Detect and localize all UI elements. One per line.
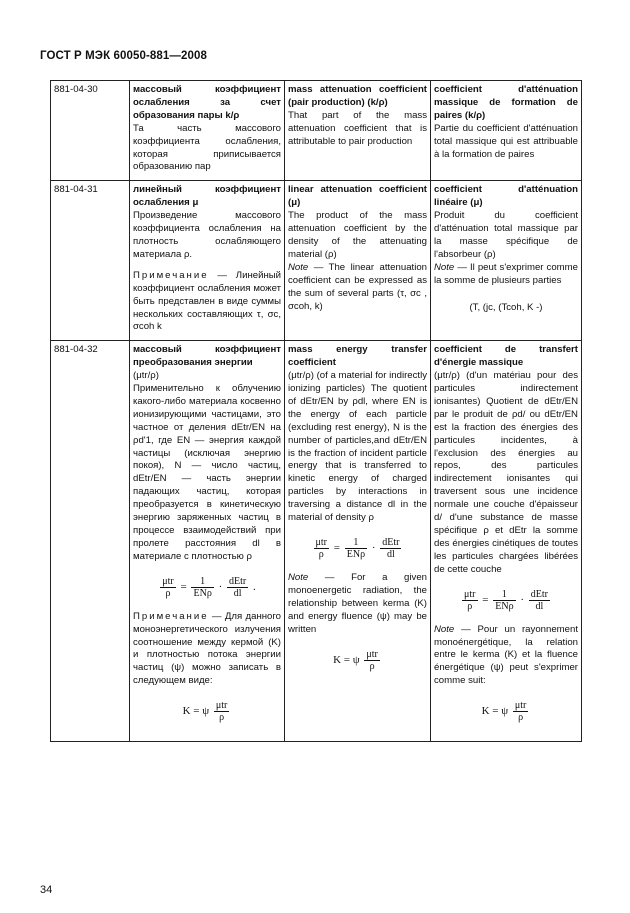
note-label: Note (288, 572, 309, 583)
table-row (51, 81, 582, 181)
english-definition: The product of the mass attenuation coefficient by the density of the attenuating material (ρ) (288, 210, 427, 260)
formula-fraction: $\frac{\text{μtr}}{\rho}$ (215, 700, 228, 724)
french-term: coefficient d'atténuation massique de formation de paires (k/ρ) (434, 84, 578, 121)
term-number: 881-04-32 (54, 344, 98, 356)
kerma-formula: K = ψ $\frac{\text{μtr}}{\rho}$ (333, 648, 378, 672)
russian-definition: Применительно к облучению какого-либо материала косвенно ионизирующими частицами, это частное от деления dEtr/EN на ρd'1, где EN — энергия каждой частицы (исключая энергию покоя), N — число частиц, dEtr/EN — часть энергии падающих частиц, которая преобразуется в кинетическую энергию заряженных частиц в процессе взаимодействий при пролете расстояния dl в материале с плотностью ρ (133, 383, 281, 562)
formula-fraction: $\frac{\text{dEtr}}{dl}$ (228, 575, 247, 599)
english-cell (285, 181, 431, 341)
table-row (51, 181, 582, 341)
formula-fraction: $\frac{\text{μtr}}{\rho}$ (366, 648, 378, 672)
french-term: coefficient de transfert d'énergie massique (434, 344, 578, 369)
english-definition: (μtr/ρ) (of a material for indirectly ionizing particles) The quotient of dEtr/EN by ρdl, where EN is the energy of each particle (excluding rest energy), N is the number of particles,and dEtr/EN is the fraction of incident particle energy that is transferred to kinetic energy of charged particles by interactions in traversing a distance dl in the material of density ρ (288, 370, 427, 524)
english-term: mass energy transfer coefficient (288, 344, 427, 369)
english-cell (285, 81, 431, 181)
energy-transfer-formula: $\frac{\text{μtr}}{\rho}$ = $\frac{1}{\text{ENρ}}$ · $\frac{\text{dEtr}}{dl}$ (464, 588, 548, 612)
english-term: mass attenuation coefficient (pair production) (k/ρ) (288, 84, 427, 108)
kerma-formula: K = ψ $\frac{\text{μtr}}{\rho}$ (182, 700, 228, 724)
formula-fraction: $\frac{\text{μtr}}{\rho}$ (315, 537, 328, 560)
russian-cell (130, 341, 285, 742)
note-text: — The linear attenuation coefficient can be expressed as the sum of several parts (τ, σc , σcoh, k) (288, 261, 427, 312)
russian-definition: Та часть массового коэффициента ослабления, которая приписывается образованию пар (133, 122, 281, 173)
formula-fraction: $\frac{\text{μtr}}{\rho}$ (464, 588, 476, 612)
formula-fraction: $\frac{1}{\text{ENρ}}$ (193, 575, 212, 599)
english-note (288, 572, 427, 637)
french-definition: (μtr/ρ) (d'un matériau pour des particules indirectement ionisantes) Quotient de dEtr/EN par le produit de ρd/ ou dEtr/EN est la fraction des énergies des particules incidentes, à l'exclusion des énergies au repos, des particules indirectement ionisantes qui traversent sous une incidence normale une couche d'épaisseur d/ d'une substance de masse spécifique ρ et dEtr la somme des énergies cinétiques de toutes les particules chargées libérées de cette couche (434, 370, 578, 575)
russian-note (133, 611, 281, 688)
note-label: Note (434, 261, 455, 273)
page-number: 34 (40, 884, 53, 896)
note-text: — For a given monoenergetic radiation, the relationship between kerma (K) and energy fluence (ψ) may be written (288, 572, 427, 635)
french-note (434, 624, 578, 689)
document-header: ГОСТ Р МЭК 60050-881—2008 (40, 50, 207, 62)
russian-note (133, 270, 281, 335)
french-definition: Partie du coefficient d'atténuation total massique qui est attribuable à la formation de paires (434, 122, 578, 160)
formula-fraction: $\frac{1}{\text{ENρ}}$ (495, 588, 514, 612)
english-note (288, 262, 427, 314)
term-number: 881-04-30 (54, 84, 98, 95)
russian-definition: Произведение массового коэффициента ослабления на плотность ослабляющего материала ρ. (133, 210, 281, 260)
energy-transfer-formula: $\frac{\text{μtr}}{\rho}$ = $\frac{1}{\text{ENρ}}$ · $\frac{\text{dEtr}}{dl}$ . (162, 575, 256, 599)
note-text: — Для данного моноэнергетического излучения соотношение между кермой (K) и плотностью потока энергии частиц (ψ) можно записать в следующем виде: (133, 610, 281, 687)
russian-term: массовый коэффициент ослабления за счет образования пары k/ρ (133, 84, 281, 121)
note-text: — Pour un rayonnement monoénergétique, la relation entre le kerma (K) et la fluence énergétique (ψ) peut s'exprimer comme suit: (434, 623, 578, 687)
formula-fraction: $\frac{1}{\text{ENρ}}$ (346, 537, 366, 560)
french-cell (431, 341, 582, 742)
note-label: Note (288, 261, 309, 273)
table-row (51, 341, 582, 742)
french-parts-list: (T, (jc, (Tcoh, K -) (469, 301, 543, 313)
terms-table (50, 80, 582, 742)
formula-fraction: $\frac{\text{dEtr}}{dl}$ (382, 537, 400, 560)
formula-fraction: $\frac{\text{dEtr}}{dl}$ (530, 588, 548, 612)
french-cell (431, 81, 582, 181)
russian-symbol: (μtr/ρ) (133, 370, 159, 382)
english-cell (285, 341, 431, 742)
energy-transfer-formula: $\frac{\text{μtr}}{\rho}$ = $\frac{1}{\text{ENρ}}$ · $\frac{\text{dEtr}}{dl}$ (315, 537, 400, 560)
formula-fraction: $\frac{\text{μtr}}{\rho}$ (162, 575, 174, 599)
russian-cell (130, 81, 285, 181)
kerma-formula: K = ψ $\frac{\text{μtr}}{\rho}$ (481, 700, 527, 724)
note-text: — Il peut s'exprimer comme la somme de plusieurs parties (434, 261, 578, 286)
english-definition: That part of the mass attenuation coefficient that is attributable to pair production (288, 109, 427, 147)
russian-term: линейный коэффициент ослабления μ (133, 184, 281, 209)
note-text: — Линейный коэффициент ослабления может быть представлен в виде суммы нескольких составляющих τ, σc, σcoh k (133, 269, 281, 333)
note-label: Note (434, 623, 455, 635)
russian-cell (130, 181, 285, 341)
term-number-cell (51, 341, 130, 742)
term-number-cell (51, 181, 130, 341)
formula-fraction: $\frac{\text{μtr}}{\rho}$ (514, 700, 527, 724)
note-label: Примечание (133, 610, 209, 622)
term-number: 881-04-31 (54, 184, 98, 196)
french-definition: Produit du coefficient d'atténuation total massique par la masse spécifique de l'absorbeur (ρ) (434, 210, 578, 260)
french-term: coefficient d'atténuation linéaire (μ) (434, 184, 578, 209)
french-note (434, 262, 578, 288)
term-number-cell (51, 81, 130, 181)
french-cell (431, 181, 582, 341)
english-term: linear attenuation coefficient (μ) (288, 184, 427, 209)
note-label: Примечание (133, 269, 209, 281)
russian-term: массовый коэффициент преобразования энергии (133, 344, 281, 369)
